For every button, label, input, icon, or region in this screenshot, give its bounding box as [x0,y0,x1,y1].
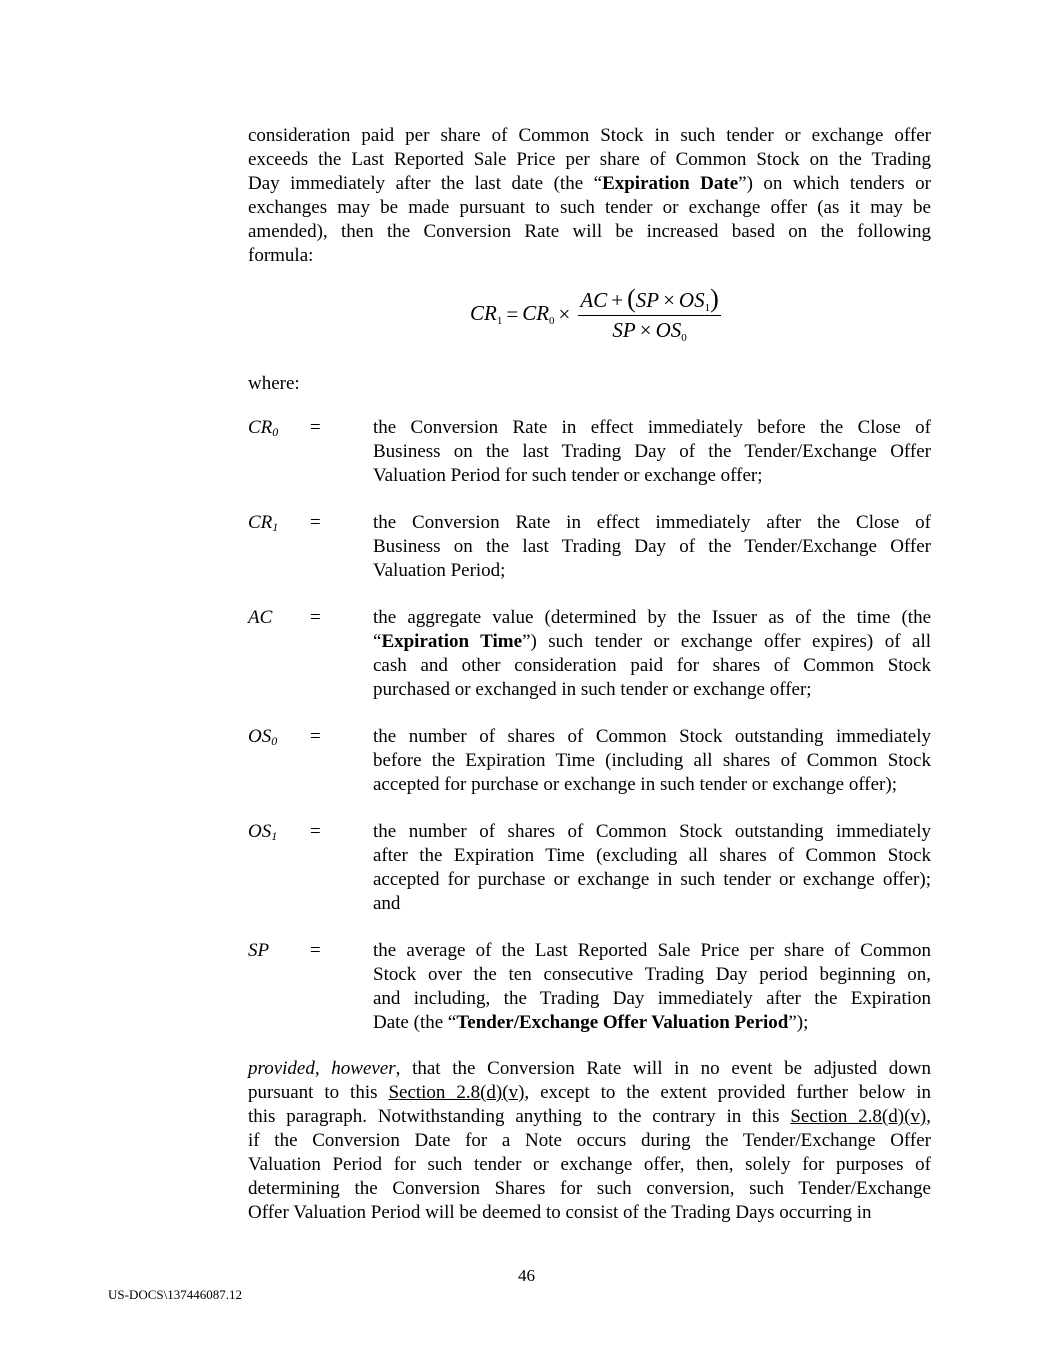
conversion-rate-formula [470,284,721,344]
term-name: OS [248,726,272,747]
equals-sign: = [310,512,321,533]
definition-text [373,939,931,1035]
text-line [373,511,931,535]
equals-sign: = [310,726,321,747]
formula-plus: + [611,288,624,312]
term-name: AC [248,607,273,628]
text-segment: provided, however [248,1058,396,1079]
text-segment: exceeds the Last Reported Sale Price per share of Common Stock on the Trading [248,149,931,170]
text-segment: the number of shares of Common Stock outstanding immediately [373,726,931,747]
formula-sub: 0 [549,315,555,327]
text-segment: ”) such tender or exchange offer expires) of all [522,631,932,652]
definition-term [248,416,278,444]
text-segment: the number of shares of Common Stock outstanding immediately [373,821,931,842]
text-segment: Expiration Date [602,173,739,194]
text-segment: Day immediately after the last date (the “ [248,173,603,194]
text-line [248,172,931,196]
formula-paren: ) [710,284,719,313]
text-line [373,773,931,797]
text-line [248,148,931,172]
text-segment: the aggregate value (determined by the Issuer as of the time (the [373,607,931,628]
text-line [373,654,931,678]
equals-sign: = [310,821,321,842]
text-segment: the Conversion Rate in effect immediately after the Close of [373,512,931,533]
equals-sign: = [310,417,321,438]
text-segment: Business on the last Trading Day of the Tender/Exchange Offer [373,536,931,557]
term-name: CR [248,512,273,533]
term-name: SP [248,940,270,961]
term-subscript: 0 [271,734,278,748]
formula-paren: ( [627,284,636,313]
text-line [373,416,931,440]
document-id: US-DOCS\137446087.12 [108,1287,242,1302]
definition-term [248,725,277,753]
formula-os: OS [678,288,705,312]
text-segment: , except to the extent provided further below in [524,1082,931,1103]
text-segment: purchased or exchanged in such tender or exchange offer; [373,679,812,700]
term-name: CR [248,417,273,438]
text-line [248,244,931,268]
formula-sub: 1 [496,315,503,327]
text-line [373,535,931,559]
intro-paragraph [248,124,931,268]
text-line [373,939,931,963]
formula-numerator [578,284,720,316]
text-line [248,1177,931,1201]
text-segment: after the Expiration Time (excluding all shares of Common Stock [373,845,931,866]
text-segment: formula: [248,245,314,266]
term-name: OS [248,821,272,842]
text-segment: this paragraph. Notwithstanding anything to the contrary in this [248,1106,791,1127]
text-segment: consideration paid per share of Common Stock in such tender or exchange offer [248,125,931,146]
definition-text [373,606,931,702]
text-segment: pursuant to this [248,1082,389,1103]
text-line [373,725,931,749]
text-segment: , that the Conversion Rate will in no event be adjusted down [395,1058,931,1079]
equals-sign: = [310,940,321,961]
formula-cr1: CR [470,301,497,325]
text-segment: the Conversion Rate in effect immediately before the Close of [373,417,931,438]
text-line [373,678,931,702]
formula-sp: SP [635,288,660,312]
formula-os: OS [655,318,682,342]
text-segment: exchanges may be made pursuant to such tender or exchange offer (as it may be [248,197,931,218]
definition-term [248,820,277,848]
equals-sign: = [310,607,321,628]
text-line [373,987,931,1011]
text-segment: Stock over the ten consecutive Trading Day period beginning on, [373,964,931,985]
text-segment: accepted for purchase or exchange in such tender or exchange offer); [373,869,931,890]
text-segment: accepted for purchase or exchange in such tender or exchange offer); [373,774,897,795]
text-line [373,892,931,916]
text-line [373,606,931,630]
formula-denominator [612,316,686,344]
formula-ac: AC [580,288,608,312]
text-segment: Date (the “ [373,1012,457,1033]
text-segment: ”) on which tenders or [738,173,932,194]
text-segment: the average of the Last Reported Sale Price per share of Common [373,940,931,961]
text-line [248,196,931,220]
text-line [248,1153,931,1177]
page-number: 46 [518,1266,535,1285]
section-reference: Section 2.8(d)(v) [790,1106,927,1127]
formula-times: × [663,288,675,312]
text-line [373,559,931,583]
text-line [373,1011,931,1035]
section-reference: Section 2.8(d)(v) [388,1082,525,1103]
text-line [373,820,931,844]
definition-term [248,511,278,539]
definition-text [373,416,931,488]
text-segment: if the Conversion Date for a Note occurs during the Tender/Exchange Offer [248,1130,931,1151]
definition-term [248,939,269,967]
text-segment: Valuation Period for such tender or exchange offer, then, solely for purposes of [248,1154,931,1175]
where-label: where: [248,373,300,394]
text-segment: amended), then the Conversion Rate will be increased based on the following [248,221,931,242]
text-line [373,630,931,654]
definition-text [373,725,931,797]
text-line [248,1129,931,1153]
formula-equals: = [506,301,519,326]
text-segment: cash and other consideration paid for shares of Common Stock [373,655,931,676]
term-subscript: 0 [272,425,279,439]
text-line [248,1201,931,1225]
text-segment: , [926,1106,931,1127]
formula-times: × [639,318,652,342]
text-line [248,1081,931,1105]
text-line [373,440,931,464]
text-line [248,220,931,244]
text-segment: Valuation Period for such tender or exchange offer; [373,465,763,486]
definition-text [373,511,931,583]
text-segment: “ [373,631,382,652]
text-segment: Business on the last Trading Day of the Tender/Exchange Offer [373,441,931,462]
text-segment: Tender/Exchange Offer Valuation Period [456,1012,789,1033]
text-line [248,1105,931,1129]
text-segment: and [373,893,401,914]
text-segment: Expiration Time [381,631,523,652]
formula-times: × [558,301,571,326]
text-segment: determining the Conversion Shares for such conversion, such Tender/Exchange [248,1178,931,1199]
text-segment: and including, the Trading Day immediately after the Expiration [373,988,931,1009]
text-line [373,963,931,987]
definition-term [248,606,272,634]
text-line [373,464,931,488]
text-line [373,868,931,892]
formula-sub: 0 [681,332,687,344]
text-segment: ”); [788,1012,809,1033]
term-subscript: 1 [272,520,279,534]
text-line [373,749,931,773]
text-segment: before the Expiration Time (including all shares of Common Stock [373,750,931,771]
definition-text [373,820,931,916]
term-subscript: 1 [271,829,278,843]
text-segment: Offer Valuation Period will be deemed to consist of the Trading Days occurring in [248,1202,872,1223]
formula-cr0: CR [522,301,550,325]
proviso-paragraph [248,1057,931,1225]
formula-fraction [578,284,720,344]
text-line [373,844,931,868]
text-line [248,1057,931,1081]
formula-sub: 1 [704,302,711,314]
text-segment: Valuation Period; [373,560,506,581]
text-line [248,124,931,148]
formula-sp: SP [612,318,636,342]
